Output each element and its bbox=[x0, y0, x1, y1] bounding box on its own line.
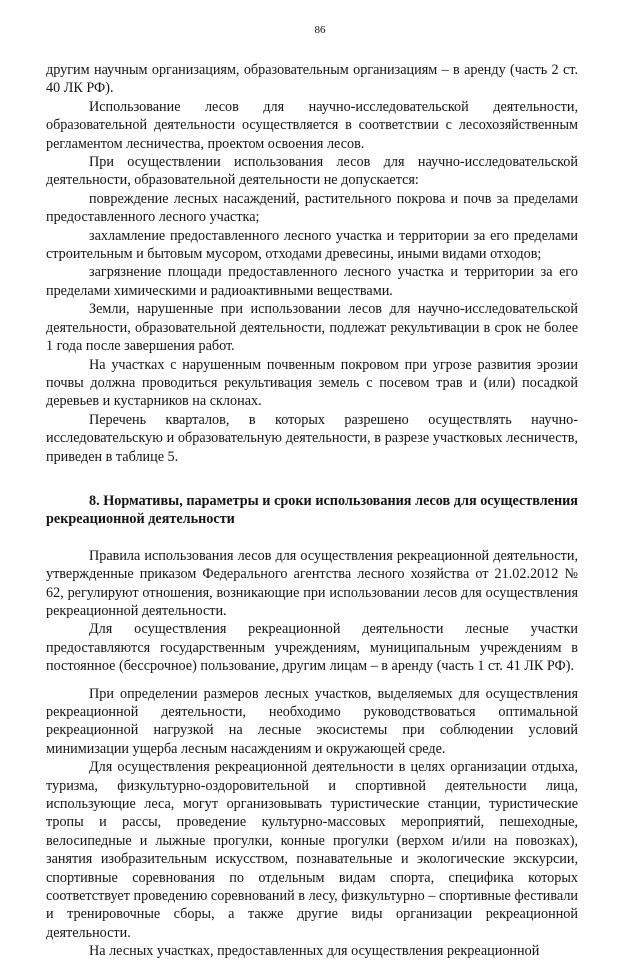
list-item-littering: захламление предоставленного лесного участка и территории за его пределами строительным и бытовым мусором, отходами древесины, иными видами отходов; bbox=[46, 227, 578, 263]
paragraph-not-allowed: При осуществлении использования лесов для научно-исследовательской деятельности, образовательной деятельности не допускается: bbox=[46, 154, 578, 189]
section-heading: 8. Нормативы, параметры и сроки использования лесов для осуществления рекреационной деятельности bbox=[46, 492, 578, 528]
paragraph-continuation: другим научным организациям, образовательным организациям – в аренду (часть 2 ст. 40 ЛК РФ). bbox=[46, 62, 578, 97]
paragraph-recreation-activities: Для осуществления рекреационной деятельности в целях организации отдыха, туризма, физкультурно-оздоровительной и спортивной деятельности лица, использующие леса, могут организовывать туристические станции, туристические тропы и рассы, проведение культурно-массовых мероприятий, пешеходные, велосипедные и лыжные прогулки, конные прогулки (верхом и/или на повозках), занятия изобразительным искусством, познавательные и экологические экскурсии, спортивные соревнования по отдельным видам спорта, специфика которых соответствует проведению соревнований в лесу, физкультурно – спортивные фестивали и тренировочные сборы, а также другие виды организации рекреационной деятельности. bbox=[46, 759, 578, 941]
paragraph-provision: Для осуществления рекреационной деятельности лесные участки предоставляются государственным учреждениям, муниципальным учреждениям в постоянное (бессрочное) пользование, другим лицам – в аренду (часть 1 ст. 41 ЛК РФ). bbox=[46, 621, 578, 675]
paragraph-quarters-list: Перечень кварталов, в которых разрешено осуществлять научно-исследовательскую и образовательную деятельности, в разрезе участковых лесничеств, приведен в таблице 5. bbox=[46, 411, 578, 465]
page-number: 86 bbox=[314, 24, 326, 36]
paragraph-research-use: Использование лесов для научно-исследовательской деятельности, образовательной деятельности осуществляется в соответствии с лесохозяйственным регламентом лесничества, проектом освоения лесов. bbox=[46, 98, 578, 152]
list-item-pollution: загрязнение площади предоставленного лесного участка и территории за его пределами химическими и радиоактивными веществами. bbox=[46, 264, 578, 299]
paragraph-final: На лесных участках, предоставленных для осуществления рекреационной bbox=[89, 943, 540, 960]
paragraph-reclamation: Земли, нарушенные при использовании лесов для научно-исследовательской деятельности, образовательной деятельности, подлежат рекультивации в срок не более 1 года после завершения работ. bbox=[46, 301, 578, 355]
list-item-damage: повреждение лесных насаждений, растительного покрова и почв за пределами предоставленного лесного участка; bbox=[46, 190, 578, 226]
paragraph-plot-size: При определении размеров лесных участков, выделяемых для осуществления рекреационной деятельности, необходимо руководствоваться оптимальной рекреационной нагрузкой на лесные экосистемы при соблюдении условий минимизации ущерба лесным насаждениям и окружающей среде. bbox=[46, 685, 578, 757]
paragraph-rules: Правила использования лесов для осуществления рекреационной деятельности, утвержденные приказом Федерального агентства лесного хозяйства от 21.02.2012 № 62, регулируют отношения, возникающие при использовании лесов для осуществления рекреационной деятельности. bbox=[46, 547, 578, 619]
paragraph-erosion: На участках с нарушенным почвенным покровом при угрозе развития эрозии почвы должна проводиться рекультивация земель с посевом трав и (или) посадкой деревьев и кустарников на склонах. bbox=[46, 356, 578, 410]
page-body bbox=[46, 61, 578, 961]
